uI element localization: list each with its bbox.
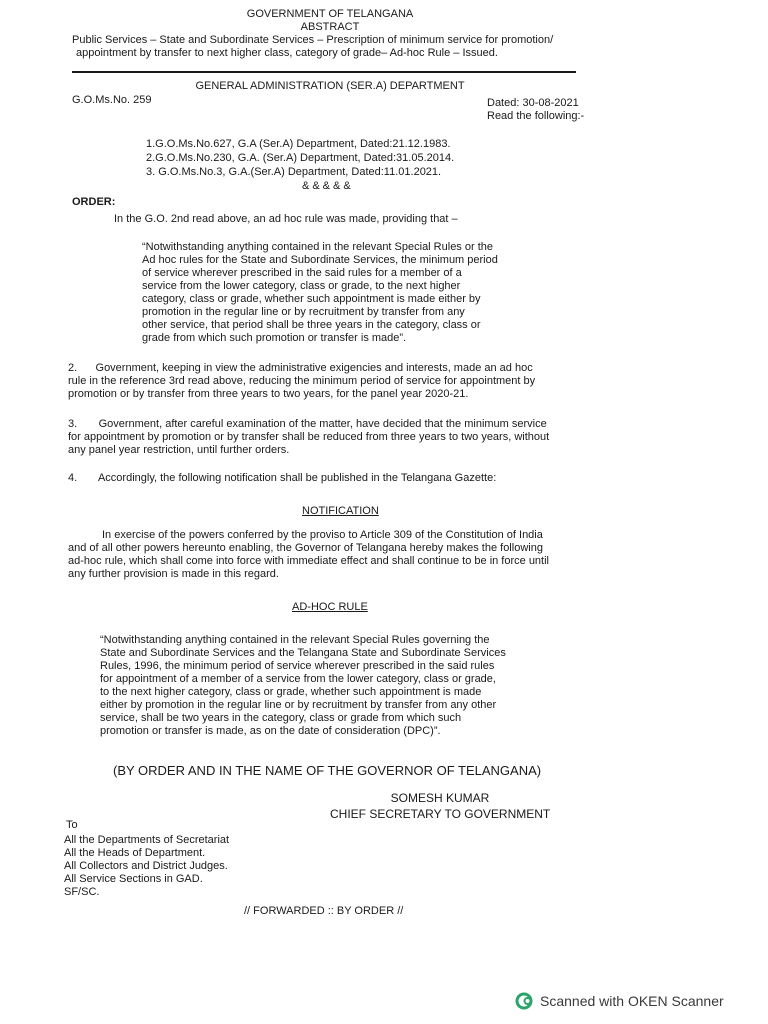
quote-line: other service, that period shall be three years in the category, class or xyxy=(142,319,481,331)
order-label: ORDER: xyxy=(72,196,116,208)
adhoc-line: service, shall be two years in the category, class or grade from which such xyxy=(100,712,462,724)
para3-line: 3. Government, after careful examination of the matter, have decided that the minimum service xyxy=(68,418,547,430)
recipient-item: All the Heads of Department. xyxy=(64,847,206,859)
quote-line: Ad hoc rules for the State and Subordinate Services, the minimum period xyxy=(142,254,498,266)
adhoc-line: State and Subordinate Services and the Telangana State and Subordinate Services xyxy=(100,647,506,659)
recipient-item: SF/SC. xyxy=(64,886,100,898)
forwarded-line: // FORWARDED :: BY ORDER // xyxy=(244,905,404,917)
separator: &&&&& xyxy=(302,180,354,192)
header-abstract: ABSTRACT xyxy=(300,21,360,33)
by-order-line: (BY ORDER AND IN THE NAME OF THE GOVERNOR OF TELANGANA) xyxy=(113,763,542,778)
department-name: GENERAL ADMINISTRATION (SER.A) DEPARTMENT xyxy=(195,80,465,92)
recipient-item: All the Departments of Secretariat xyxy=(64,834,230,846)
paragraph-2 xyxy=(68,362,598,401)
recipients-list xyxy=(64,834,324,899)
paragraph-3 xyxy=(68,418,598,457)
adhoc-line: for appointment of a member of a service from the lower category, class or grade, xyxy=(100,673,496,685)
para2-line: rule in the reference 3rd read above, reducing the minimum period of service for appointment by xyxy=(68,375,536,387)
subject-line-1: Public Services – State and Subordinate Services – Prescription of minimum service for promotion/ xyxy=(72,34,554,46)
notification-line: In exercise of the powers conferred by the proviso to Article 309 of the Constitution of India xyxy=(102,529,543,541)
quote-line: “Notwithstanding anything contained in the relevant Special Rules or the xyxy=(142,241,493,253)
signatory-title: CHIEF SECRETARY TO GOVERNMENT xyxy=(330,807,551,821)
paragraph-4: 4. Accordingly, the following notification shall be published in the Telangana Gazette: xyxy=(68,472,497,484)
adhoc-rule-title: AD-HOC RULE xyxy=(292,601,368,613)
notification-line: ad-hoc rule, which shall come into force with immediate effect and shall continue to be in force until xyxy=(68,555,549,567)
adhoc-line: Rules, 1996, the minimum period of service wherever prescribed in the said rules xyxy=(100,660,495,672)
para2-line: 2. Government, keeping in view the administrative exigencies and interests, made an ad hoc xyxy=(68,362,533,374)
reference-3: 3. G.O.Ms.No.3, G.A.(Ser.A) Department, Dated:11.01.2021. xyxy=(146,166,442,178)
para1-quote xyxy=(142,241,517,345)
subject-line-2: appointment by transfer to next higher class, category of grade– Ad-hoc Rule – Issued. xyxy=(76,47,498,59)
notification-body xyxy=(68,529,598,581)
adhoc-line: either by promotion in the regular line or by recruitment by transfer from any other xyxy=(100,699,497,711)
quote-line: promotion in the regular line or by recruitment by transfer from any xyxy=(142,306,465,318)
adhoc-rule-body xyxy=(100,634,540,738)
quote-line: service from the lower category, class or grade, to the next higher xyxy=(142,280,461,292)
dated: Dated: 30-08-2021 xyxy=(487,97,579,109)
notification-title: NOTIFICATION xyxy=(302,505,379,517)
para1-intro: In the G.O. 2nd read above, an ad hoc rule was made, providing that – xyxy=(114,213,458,225)
quote-line: of service wherever prescribed in the said rules for a member of a xyxy=(142,267,462,279)
go-number: G.O.Ms.No. 259 xyxy=(72,94,152,106)
notification-line: any further provision is made in this regard. xyxy=(68,568,279,580)
oken-scanner-logo-icon xyxy=(515,992,533,1010)
header-line1: GOVERNMENT OF TELANGANA xyxy=(246,8,414,20)
to-label: To xyxy=(66,819,78,831)
reference-2: 2.G.O.Ms.No.230, G.A. (Ser.A) Department, Dated:31.05.2014. xyxy=(146,152,455,164)
header-divider xyxy=(72,71,576,73)
adhoc-line: promotion or transfer is made, as on the date of consideration (DPC)”. xyxy=(100,725,441,737)
scanner-watermark: Scanned with OKEN Scanner xyxy=(540,993,724,1009)
para3-line: any panel year restriction, until further orders. xyxy=(68,444,290,456)
para3-line: for appointment by promotion or by transfer shall be reduced from three years to two years, without xyxy=(68,431,550,443)
reference-1: 1.G.O.Ms.No.627, G.A (Ser.A) Department, Dated:21.12.1983. xyxy=(146,138,451,150)
adhoc-line: “Notwithstanding anything contained in the relevant Special Rules governing the xyxy=(100,634,490,646)
recipient-item: All Collectors and District Judges. xyxy=(64,860,228,872)
notification-line: and of all other powers hereunto enabling, the Governor of Telangana hereby makes the following xyxy=(68,542,543,554)
adhoc-line: to the next higher category, class or grade, whether such appointment is made xyxy=(100,686,482,698)
read-following: Read the following:- xyxy=(487,110,585,122)
recipient-item: All Service Sections in GAD. xyxy=(64,873,203,885)
signatory-name: SOMESH KUMAR xyxy=(390,791,490,805)
para2-line: promotion or by transfer from three years to two years, for the panel year 2020-21. xyxy=(68,388,469,400)
quote-line: grade from which such promotion or transfer is made”. xyxy=(142,332,407,344)
quote-line: category, class or grade, whether such appointment is made either by xyxy=(142,293,481,305)
